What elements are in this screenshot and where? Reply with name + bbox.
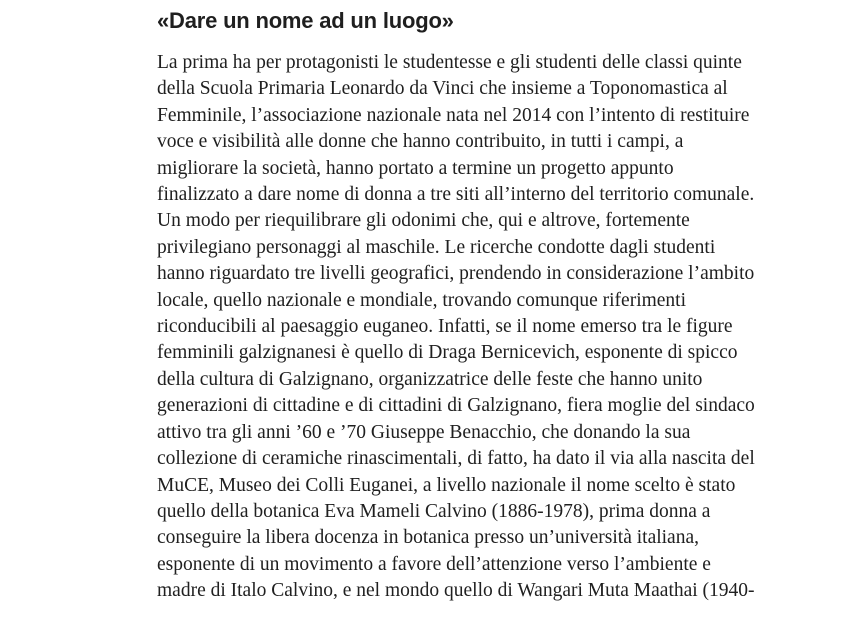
paragraph-line: migliorare la società, hanno portato a termine un progetto appunto — [157, 157, 674, 179]
paragraph-line: della Scuola Primaria Leonardo da Vinci che insieme a Toponomastica al — [157, 78, 728, 100]
paragraph-line: riconducibili al paesaggio euganeo. Infatti, se il nome emerso tra le figure — [157, 316, 733, 338]
paragraph-line: MuCE, Museo dei Colli Euganei, a livello nazionale il nome scelto è stato — [157, 474, 736, 496]
paragraph-line: esponente di un movimento a favore dell’attenzione verso l’ambiente e — [157, 553, 711, 575]
article-body — [157, 50, 837, 605]
paragraph-line: quello della botanica Eva Mameli Calvino (1886-1978), prima donna a — [157, 500, 711, 522]
paragraph-line: generazioni di cittadine e di cittadini di Galzignano, fiera moglie del sindaco — [157, 395, 755, 417]
paragraph-line: voce e visibilità alle donne che hanno contribuito, in tutti i campi, a — [157, 131, 684, 153]
paragraph-line: Un modo per riequilibrare gli odonimi che, qui e altrove, fortemente — [157, 210, 690, 232]
paragraph-line: madre di Italo Calvino, e nel mondo quello di Wangari Muta Maathai (1940- — [157, 580, 755, 602]
paragraph-line: hanno riguardato tre livelli geografici, prendendo in considerazione l’ambito — [157, 263, 755, 285]
paragraph-line: La prima ha per protagonisti le studentesse e gli studenti delle classi quinte — [157, 52, 742, 73]
paragraph-line: finalizzato a dare nome di donna a tre siti all’interno del territorio comunale. — [157, 184, 755, 206]
paragraph-line: Femminile, l’associazione nazionale nata nel 2014 con l’intento di restituire — [157, 104, 750, 126]
paragraph-line: della cultura di Galzignano, organizzatrice delle feste che hanno unito — [157, 368, 703, 390]
paragraph-line: attivo tra gli anni ’60 e ’70 Giuseppe Benacchio, che donando la sua — [157, 421, 691, 443]
paragraph-line: femminili galzignanesi è quello di Draga Bernicevich, esponente di spicco — [157, 342, 738, 364]
section-heading: «Dare un nome ad un luogo» — [157, 8, 454, 33]
article — [157, 6, 837, 605]
paragraph-line: collezione di ceramiche rinascimentali, di fatto, ha dato il via alla nascita del — [157, 448, 755, 470]
paragraph-line: conseguire la libera docenza in botanica presso un’università italiana, — [157, 527, 699, 549]
paragraph-line: privilegiano personaggi al maschile. Le ricerche condotte dagli studenti — [157, 236, 716, 258]
paragraph-line: locale, quello nazionale e mondiale, trovando comunque riferimenti — [157, 289, 687, 311]
